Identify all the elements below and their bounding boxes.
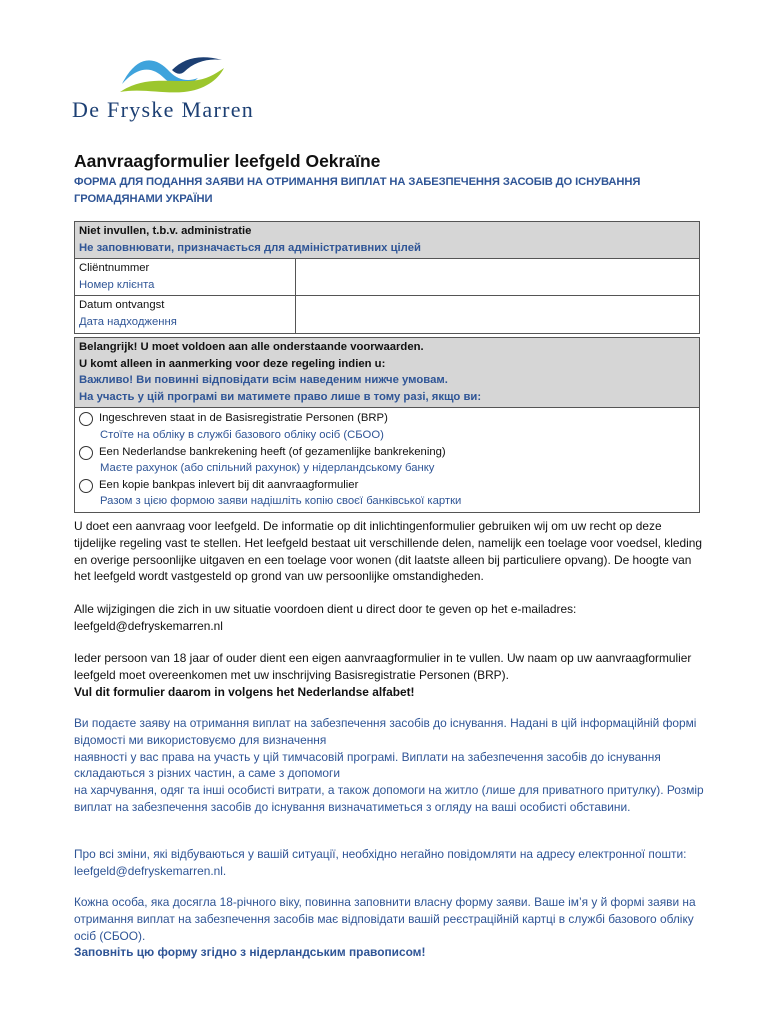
condition-item-bank-account — [79, 444, 695, 477]
condition-item-brp — [79, 410, 695, 443]
client-number-field[interactable] — [296, 259, 699, 295]
intro-ua-1: Ви подаєте заяву на отримання виплат на забезпечення засобів до існування. Надані в цій інформаційній формі відомості ми використовуємо для визначення — [74, 716, 697, 747]
date-received-row — [75, 296, 699, 332]
radio-circle-icon[interactable] — [79, 446, 93, 460]
conditions-list — [75, 408, 699, 512]
date-received-label — [75, 296, 296, 332]
alphabet-note-nl: Vul dit formulier daarom in volgens het Nederlandse alfabet! — [74, 684, 415, 699]
intro-paragraph-nl: U doet een aanvraag voor leefgeld. De informatie op dit inlichtingenformulier gebruiken wij om uw recht op deze tijdelijke regeling vast te stellen. Het leefgeld bestaat uit verschillende delen, namelijk een toelage voor voedsel, kleding en overige persoonlijke uitgaven en een toelage voor wonen (dit laatste alleen bij particuliere opvang). De hoogte van het leefgeld wordt vastgesteld op grond van uw persoonlijke omstandigheden. — [74, 519, 702, 584]
age-paragraph-nl — [74, 650, 704, 700]
age-text-nl: Ieder persoon van 18 jaar of ouder dient een eigen aanvraagformulier in te vullen. Uw naam op uw aanvraagformulier leefgeld moet overeenkomen met uw inschrijving Basisregistratie Personen (BRP). — [74, 651, 692, 682]
alphabet-note-ua: Заповніть цю форму згідно з нідерландським правописом! — [74, 945, 426, 960]
condition-bank-card-ua: Разом з цією формою заяви надішліть копію своєї банківської картки — [100, 495, 462, 508]
date-received-field[interactable] — [296, 296, 699, 332]
date-received-label-nl: Datum ontvangst — [79, 299, 165, 312]
condition-bank-card-nl: Een kopie bankpas inlevert bij dit aanvraagformulier — [99, 478, 359, 491]
conditions-header-ua-2: На участь у цій програмі ви матимете право лише в тому разі, якщо ви: — [79, 390, 482, 403]
client-number-label — [75, 259, 296, 295]
email-address-nl[interactable]: leefgeld@defryskemarren.nl — [74, 618, 223, 633]
changes-text-nl: Alle wijzigingen die zich in uw situatie voordoen dient u direct door te geven op het e-mailadres: — [74, 602, 577, 616]
changes-paragraph-nl — [74, 601, 704, 635]
intro-ua-3: на харчування, одяг та інші особисті витрати, а також допомоги на житло (лише для приватного притулку). Розмір виплат на забезпечення засобів до існування визначатиметься з огляду на ваші особисті обставини. — [74, 783, 704, 814]
organization-logo — [72, 50, 262, 126]
client-number-row — [75, 259, 699, 296]
date-received-label-ua: Дата надходження — [79, 315, 177, 328]
conditions-header — [75, 338, 699, 408]
intro-ua-2: наявності у вас права на участь у цій тимчасовій програмі. Виплати на забезпечення засобів до існування складаються з різних частин, а саме з допомоги — [74, 749, 661, 781]
form-subtitle: ФОРМА ДЛЯ ПОДАННЯ ЗАЯВИ НА ОТРИМАННЯ ВИПЛАТ НА ЗАБЕЗПЕЧЕННЯ ЗАСОБІВ ДО ІСНУВАННЯ ГРОМАДЯНАМИ УКРАЇНИ — [74, 176, 641, 205]
administration-header — [75, 222, 699, 259]
landscape-logo-icon — [118, 50, 228, 96]
changes-paragraph-ua: Про всі зміни, які відбуваються у вашій ситуації, необхідно негайно повідомляти на адресу електронної пошти: leefgeld@defryskemarren.nl. — [74, 847, 687, 878]
administration-table — [74, 221, 700, 334]
age-text-ua: Кожна особа, яка досягла 18-річного віку, повинна заповнити власну форму заяви. Ваше ім’я у й формі заяви на отримання виплат на забезпечення засобів має відповідати вашій реєстраційній картці в службі базового обліку осіб (СБОО). — [74, 895, 696, 943]
form-title: Aanvraagformulier leefgeld Oekraïne — [74, 151, 381, 171]
conditions-header-ua-1: Важливо! Ви повинні відповідати всім наведеним нижче умовам. — [79, 374, 448, 387]
condition-brp-ua: Стоїте на обліку в службі базового обліку осіб (СБОО) — [100, 428, 384, 441]
client-number-label-ua: Номер клієнта — [79, 278, 155, 291]
conditions-header-nl-1: Belangrijk! U moet voldoen aan alle onderstaande voorwaarden. — [79, 341, 424, 353]
conditions-header-nl-2: U komt alleen in aanmerking voor deze regeling indien u: — [79, 357, 386, 370]
condition-bank-account-ua: Маєте рахунок (або спільний рахунок) у нідерландському банку — [100, 462, 435, 475]
condition-brp-nl: Ingeschreven staat in de Basisregistratie Personen (BRP) — [99, 412, 388, 425]
radio-circle-icon[interactable] — [79, 479, 93, 493]
intro-paragraph-ua — [74, 715, 704, 816]
admin-header-nl: Niet invullen, t.b.v. administratie — [79, 225, 252, 237]
logo-wordmark: De Fryske Marren — [72, 97, 255, 122]
condition-item-bank-card — [79, 477, 695, 510]
radio-circle-icon[interactable] — [79, 412, 93, 426]
client-number-label-nl: Cliëntnummer — [79, 262, 150, 275]
condition-bank-account-nl: Een Nederlandse bankrekening heeft (of gezamenlijke bankrekening) — [99, 445, 446, 458]
admin-header-ua: Не заповнювати, призначається для адміністративних цілей — [79, 241, 421, 254]
conditions-box — [74, 337, 700, 513]
age-paragraph-ua — [74, 894, 704, 961]
